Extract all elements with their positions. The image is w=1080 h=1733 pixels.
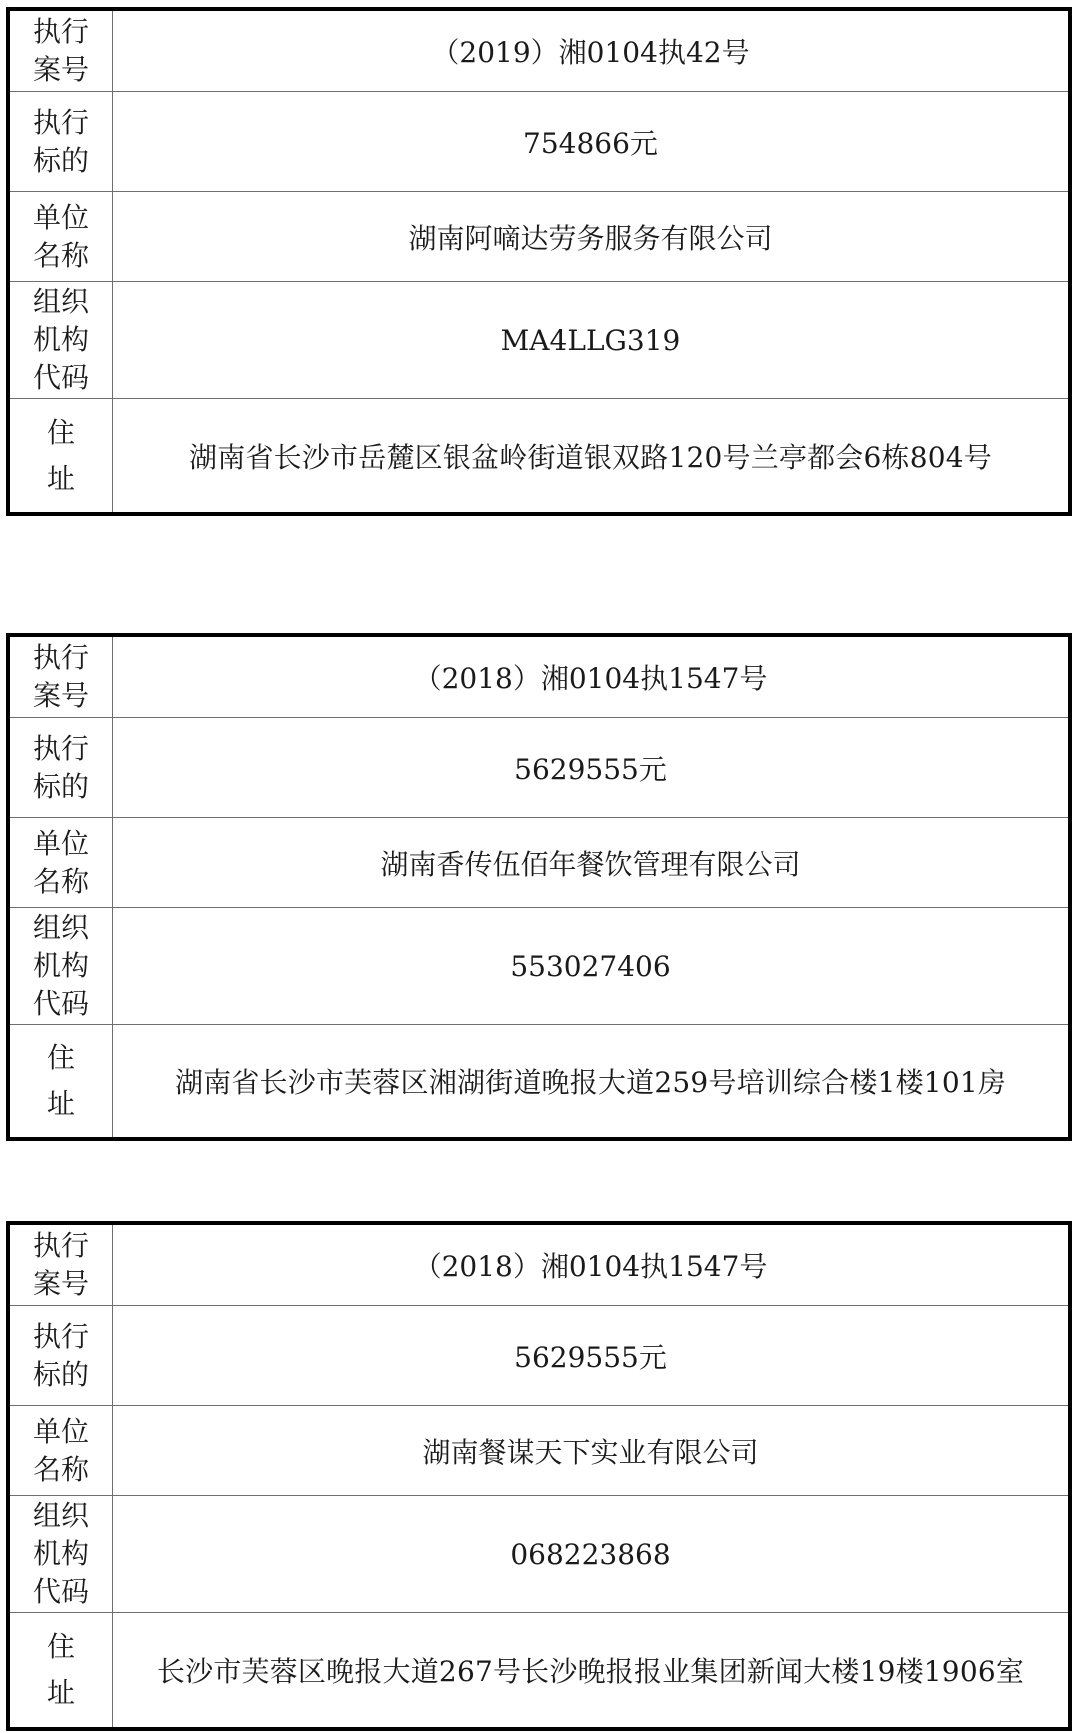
case-number-value: （2018）湘0104执1547号: [413, 1250, 768, 1283]
org-code-label: 组织 机构 代码: [10, 281, 113, 398]
org-code-label: 组织 机构 代码: [10, 907, 113, 1024]
enforcement-record-3: [6, 1221, 1072, 1731]
enforcement-record-2: [6, 633, 1072, 1141]
org-code-label: 组织 机构 代码: [10, 1495, 113, 1612]
unit-name-label: 单位 名称: [10, 817, 113, 907]
unit-name-value: 湖南餐谋天下实业有限公司: [113, 1405, 1068, 1495]
unit-name-value: 湖南香传伍佰年餐饮管理有限公司: [113, 817, 1068, 907]
case-number-label: 执行 案号: [10, 1225, 113, 1305]
enforcement-record-1: [6, 7, 1072, 516]
org-code-value: 068223868: [113, 1495, 1068, 1612]
enforcement-amount-label: 执行 标的: [10, 717, 113, 817]
enforcement-amount-value: 5629555元: [113, 717, 1068, 817]
unit-name-label: 单位 名称: [10, 191, 113, 281]
enforcement-amount-label: 执行 标的: [10, 91, 113, 191]
address-value: 湖南省长沙市岳麓区银盆岭街道银双路120号兰亭都会6栋804号: [113, 398, 1068, 512]
enforcement-amount-value: 5629555元: [113, 1305, 1068, 1405]
case-number-label: 执行 案号: [10, 11, 113, 91]
enforcement-amount-value: 754866元: [113, 91, 1068, 191]
enforcement-amount-label: 执行 标的: [10, 1305, 113, 1405]
address-label: 住 址: [10, 398, 113, 512]
address-value: 湖南省长沙市芙蓉区湘湖街道晚报大道259号培训综合楼1楼101房: [113, 1024, 1068, 1137]
unit-name-value: 湖南阿嘀达劳务服务有限公司: [113, 191, 1068, 281]
org-code-value: MA4LLG319: [113, 281, 1068, 398]
case-number-value: （2018）湘0104执1547号: [413, 662, 768, 695]
unit-name-label: 单位 名称: [10, 1405, 113, 1495]
org-code-value: 553027406: [113, 907, 1068, 1024]
address-label: 住 址: [10, 1612, 113, 1727]
address-value: 长沙市芙蓉区晚报大道267号长沙晚报报业集团新闻大楼19楼1906室: [113, 1612, 1068, 1727]
address-label: 住 址: [10, 1024, 113, 1137]
case-number-value: （2019）湘0104执42号: [431, 36, 750, 69]
case-number-label: 执行 案号: [10, 637, 113, 717]
